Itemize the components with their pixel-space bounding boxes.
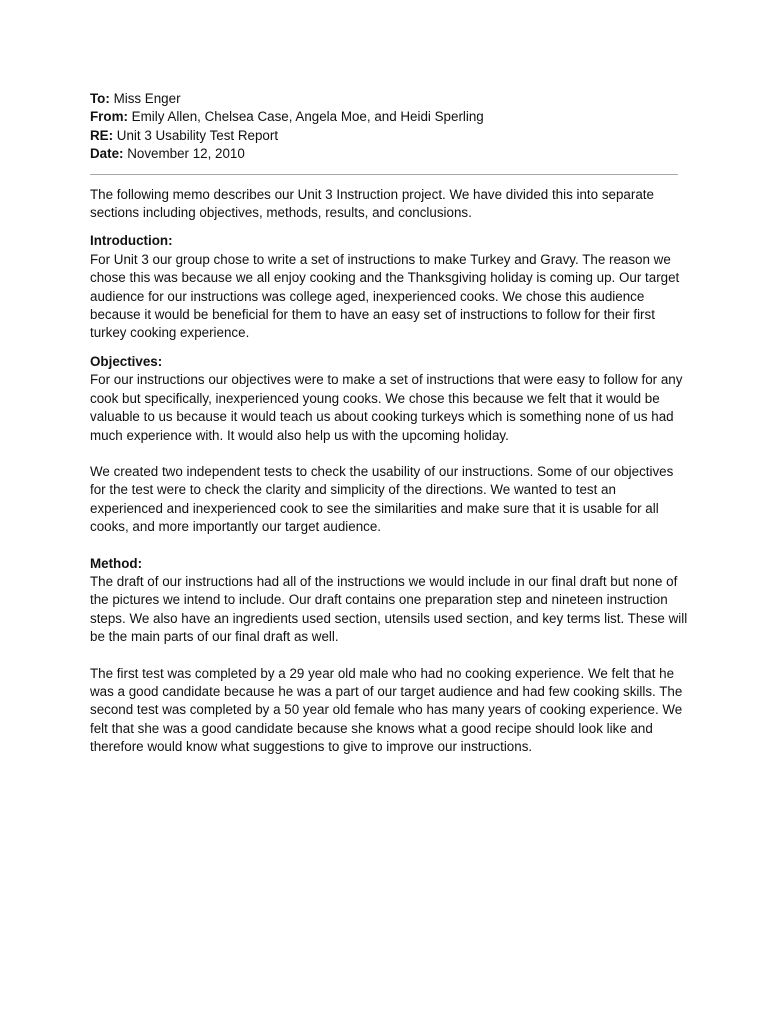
memo-from-label: From:	[90, 109, 128, 125]
memo-re-value: Unit 3 Usability Test Report	[116, 127, 279, 143]
memo-from-value: Emily Allen, Chelsea Case, Angela Moe, and Heidi Sperling	[131, 109, 484, 125]
memo-date-label: Date:	[90, 146, 124, 162]
memo-to-value: Miss Enger	[113, 91, 181, 106]
objectives-paragraph-1: For our instructions our objectives were to make a set of instructions that were easy to follow for any cook but specifically, inexperienced young cooks. We chose this because we felt that it would be valuable to us because it would teach us about cooking turkeys which is something none of us had much experience with. It would also help us with the upcoming holiday.	[90, 372, 683, 443]
method-section	[90, 555, 690, 757]
memo-re-line	[90, 127, 690, 145]
intro-paragraph: The following memo describes our Unit 3 Instruction project. We have divided this into separate sections including objectives, methods, results, and conclusions.	[90, 186, 654, 221]
memo-content	[90, 90, 690, 757]
memo-to-line	[90, 90, 690, 108]
method-heading: Method:	[90, 555, 143, 571]
memo-to-label: To:	[90, 91, 110, 106]
memo-date-line	[90, 145, 690, 163]
method-paragraph-1: The draft of our instructions had all of the instructions we would include in our final draft but none of the pictures we intend to include. Our draft contains one preparation step and nineteen instruction steps. We also have an ingredients used section, utensils used section, and key terms list. These will be the main parts of our final draft as well.	[90, 573, 688, 645]
header-divider	[90, 174, 678, 175]
method-paragraph-2: The first test was completed by a 29 year old male who had no cooking experience. We felt that he was a good candidate because he was a part of our target audience and had few cooking skills. The second test was completed by a 50 year old female who has many years of cooking experience. We felt that she was a good candidate because she knows what a good recipe should look like and therefore would know what suggestions to give to improve our instructions.	[90, 665, 683, 755]
memo-re-label: RE:	[90, 127, 114, 143]
objectives-paragraph-2: We created two independent tests to check the usability of our instructions. Some of our objectives for the test were to check the clarity and simplicity of the directions. We wanted to test an experienced and inexperienced cook to see the similarities and make sure that it is usable for all cooks, and more importantly our target audience.	[90, 463, 674, 535]
introduction-heading: Introduction:	[90, 233, 173, 249]
introduction-section	[90, 232, 690, 342]
objectives-section	[90, 353, 690, 537]
memo-from-line	[90, 108, 690, 126]
memo-date-value: November 12, 2010	[127, 146, 245, 162]
objectives-heading: Objectives:	[90, 353, 163, 369]
introduction-paragraph: For Unit 3 our group chose to write a set of instructions to make Turkey and Gravy. The reason we chose this was because we all enjoy cooking and the Thanksgiving holiday is coming up. Our target audience for our instructions was college aged, inexperienced cooks. We chose this audience because it would be beneficial for them to have an easy set of instructions to follow for their first turkey cooking experience.	[90, 251, 680, 341]
